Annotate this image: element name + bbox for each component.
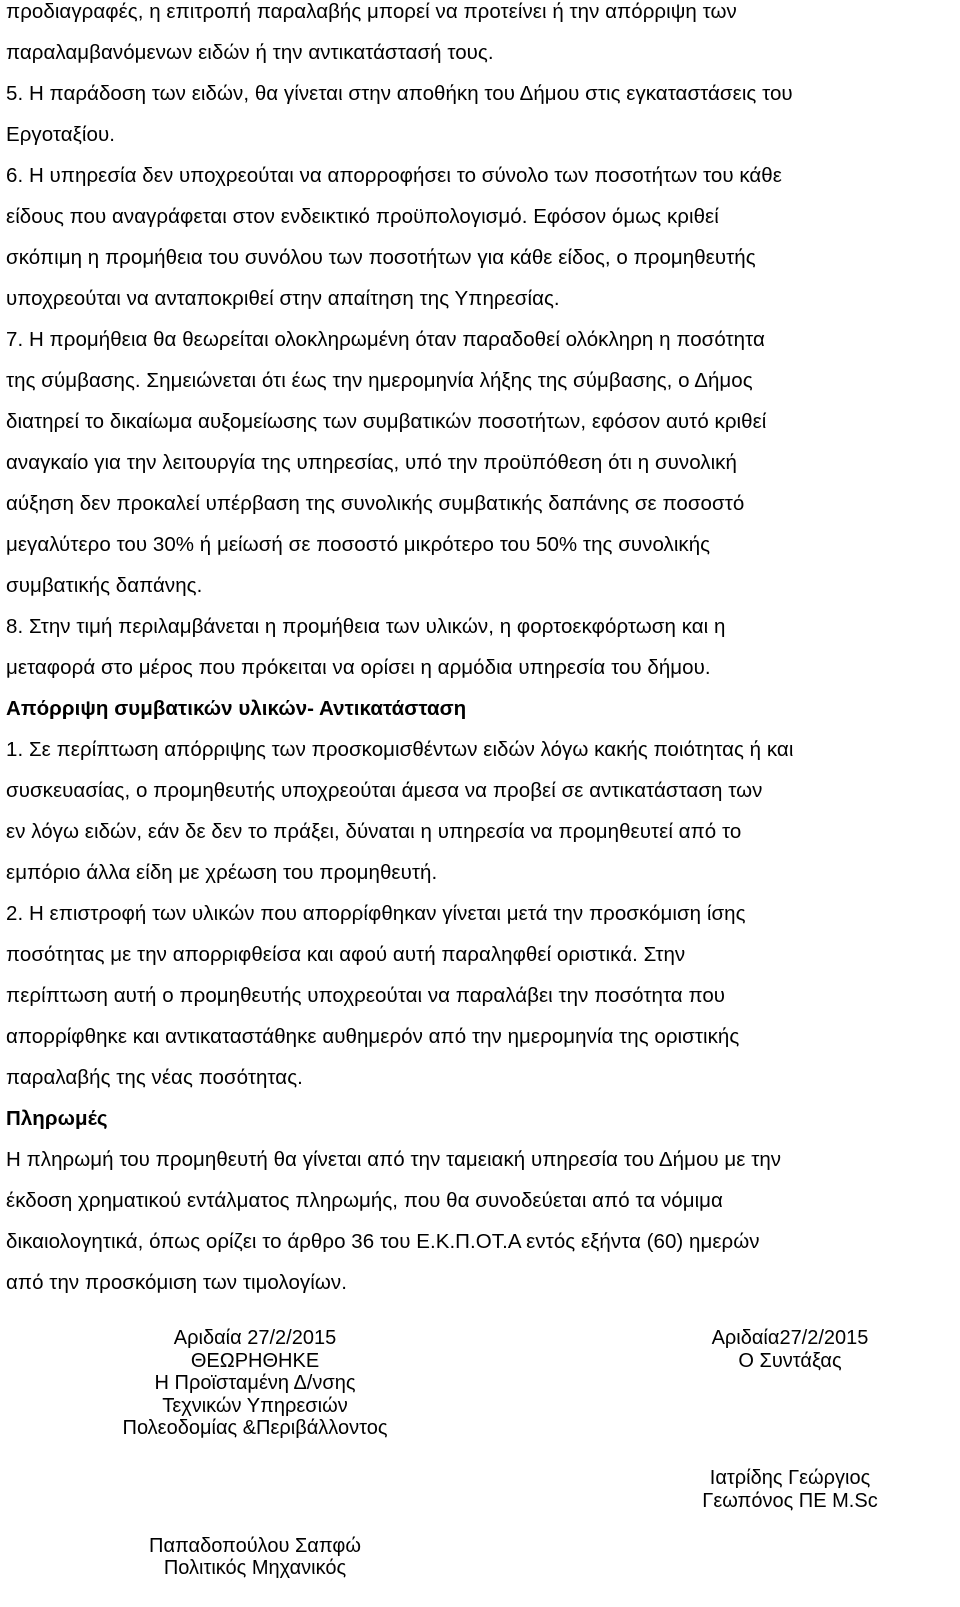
text-line: μεγαλύτερο του 30% ή μείωσή σε ποσοστό μικρότερο του 50% της συνολικής [6,533,711,556]
sig-left-dept2: Πολεοδομίας &Περιβάλλοντος [122,1417,388,1439]
signature-block-left [100,1327,410,1580]
text-line: αύξηση δεν προκαλεί υπέρβαση της συνολικής συμβατικής δαπάνης σε ποσοστό [6,492,745,515]
text-line: ποσότητας με την απορριφθείσα και αφού αυτή παραληφθεί οριστικά. Στην [6,943,686,966]
sig-right-role: Ο Συντάξας [738,1349,842,1372]
sig-left-dept: Τεχνικών Υπηρεσιών [162,1394,348,1417]
sig-right-date: Αριδαία27/2/2015 [711,1327,869,1349]
text-line: προδιαγραφές, η επιτροπή παραλαβής μπορεί να προτείνει ή την απόρριψη των [6,0,737,23]
text-line: 5. Η παράδοση των ειδών, θα γίνεται στην αποθήκη του Δήμου στις εγκαταστάσεις του [6,82,793,105]
text-line: απορρίφθηκε και αντικαταστάθηκε αυθημερόν από την ημερομηνία της οριστικής [6,1025,740,1048]
text-line: Εργοταξίου. [6,123,115,146]
text-line: διατηρεί το δικαίωμα αυξομείωσης των συμβατικών ποσοτήτων, εφόσον αυτό κριθεί [6,410,767,433]
signature-block-right [670,1327,910,1512]
text-line: δικαιολογητικά, όπως ορίζει το άρθρο 36 του Ε.Κ.Π.ΟΤ.Α εντός εξήντα (60) ημερών [6,1230,760,1253]
text-line: περίπτωση αυτή ο προμηθευτής υποχρεούται να παραλάβει την ποσότητα που [6,984,726,1007]
text-line: Η πληρωμή του προμηθευτή θα γίνεται από την ταμειακή υπηρεσία του Δήμου με την [6,1148,782,1171]
text-line: 2. Η επιστροφή των υλικών που απορρίφθηκαν γίνεται μετά την προσκόμιση ίσης [6,902,746,925]
text-line: είδους που αναγράφεται στον ενδεικτικό προϋπολογισμό. Εφόσον όμως κριθεί [6,205,719,228]
sig-left-title: Πολιτικός Μηχανικός [163,1557,347,1579]
sig-right-title: Γεωπόνος ΠΕ Μ.Sc [702,1489,878,1512]
sig-left-name: Παπαδοπούλου Σαπφώ [149,1534,361,1557]
text-line: 7. Η προμήθεια θα θεωρείται ολοκληρωμένη όταν παραδοθεί ολόκληρη η ποσότητα [6,328,765,351]
text-line: συμβατικής δαπάνης. [6,574,203,597]
text-line: αναγκαίο για την λειτουργία της υπηρεσίας, υπό την προϋπόθεση ότι η συνολική [6,451,737,474]
sig-left-approved: ΘΕΩΡΗΘΗΚΕ [190,1349,320,1372]
text-line: εν λόγω ειδών, εάν δε δεν το πράξει, δύναται η υπηρεσία να προμηθευτεί από το [6,820,742,843]
text-line: 6. Η υπηρεσία δεν υποχρεούται να απορροφήσει το σύνολο των ποσοτήτων του κάθε [6,164,782,187]
sig-left-date: Αριδαία 27/2/2015 [173,1327,337,1349]
text-line: παραλαμβανόμενων ειδών ή την αντικατάστασή τους. [6,41,494,64]
text-line: υποχρεούται να ανταποκριθεί στην απαίτηση της Υπηρεσίας. [6,287,560,310]
text-line: συσκευασίας, ο προμηθευτής υποχρεούται άμεσα να προβεί σε αντικατάσταση των [6,779,763,802]
section-heading-payments: Πληρωμές [6,1107,108,1130]
text-line: της σύμβασης. Σημειώνεται ότι έως την ημερομηνία λήξης της σύμβασης, ο Δήμος [6,369,753,392]
text-line: 8. Στην τιμή περιλαμβάνεται η προμήθεια των υλικών, η φορτοεκφόρτωση και η [6,615,726,638]
sig-right-name: Ιατρίδης Γεώργιος [709,1467,871,1489]
sig-left-role: Η Προϊσταμένη Δ/νσης [154,1372,356,1394]
text-line: εμπόριο άλλα είδη με χρέωση του προμηθευτή. [6,861,438,884]
section-heading-rejection: Απόρριψη συμβατικών υλικών- Αντικατάσταση [6,697,467,720]
text-line: 1. Σε περίπτωση απόρριψης των προσκομισθέντων ειδών λόγω κακής ποιότητας ή και [6,738,794,761]
text-line: από την προσκόμιση των τιμολογίων. [6,1271,347,1294]
text-line: μεταφορά στο μέρος που πρόκειται να ορίσει η αρμόδια υπηρεσία του δήμου. [6,656,711,679]
text-line: έκδοση χρηματικού εντάλματος πληρωμής, που θα συνοδεύεται από τα νόμιμα [6,1189,723,1212]
text-line: σκόπιμη η προμήθεια του συνόλου των ποσοτήτων για κάθε είδος, ο προμηθευτής [6,246,756,269]
text-line: παραλαβής της νέας ποσότητας. [6,1066,303,1089]
